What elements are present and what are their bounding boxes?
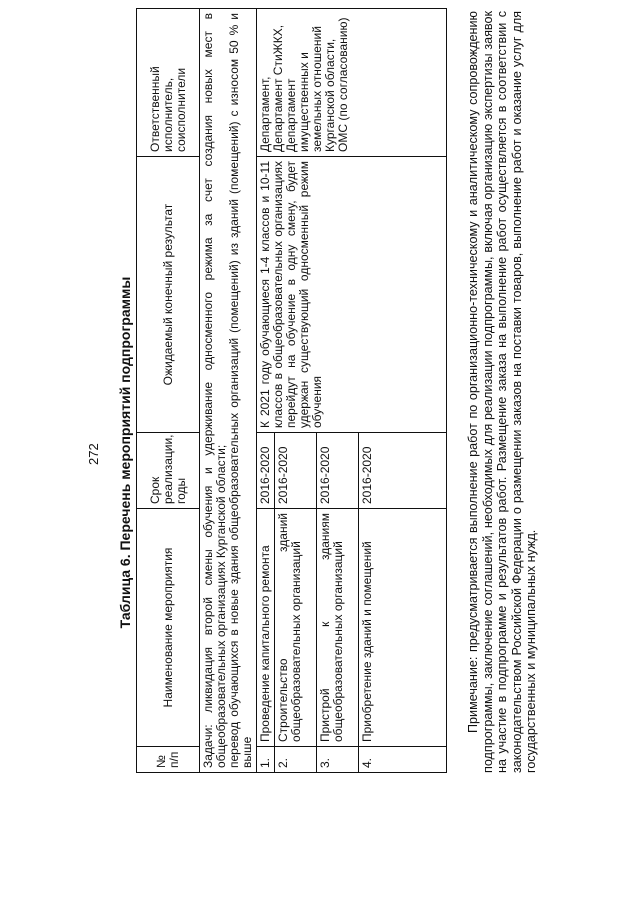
header-term: Срок реализации, годы: [137, 433, 200, 509]
row-num: 2.: [275, 747, 317, 773]
task-cell: [200, 9, 257, 773]
measures-table: [136, 8, 447, 773]
responsible-cell: Департамент, Департамент СтиЖКХ, Департамент имущественных и земельных отношений Курганской области, ОМС (по согласованию): [257, 9, 447, 157]
table-row: [257, 9, 275, 773]
header-result: Ожидаемый конечный результат: [137, 157, 200, 433]
task-line-2: перевод обучающихся в новые здания общеобразовательных организаций (помещений) из зданий (помещений) с износом 50 % и выше: [227, 13, 254, 768]
row-num: 4.: [359, 747, 447, 773]
row-term: 2016-2020: [257, 433, 275, 509]
row-name: Пристрой к зданиям общеобразовательных организаций: [317, 509, 359, 747]
row-term: 2016-2020: [275, 433, 317, 509]
row-term: 2016-2020: [317, 433, 359, 509]
row-name: Строительство зданий общеобразовательных организаций: [275, 509, 317, 747]
header-responsible: Ответственный исполнитель, соисполнители: [137, 9, 200, 157]
row-name: Приобретение зданий и помещений: [359, 509, 447, 747]
row-term: 2016-2020: [359, 433, 447, 509]
page-number: 272: [86, 443, 101, 465]
task-row: [200, 9, 257, 773]
row-num: 3.: [317, 747, 359, 773]
header-row: [137, 9, 200, 773]
row-num: 1.: [257, 747, 275, 773]
header-name: Наименование мероприятия: [137, 509, 200, 747]
task-line-1: Задачи: ликвидация второй смены обучения и удерживание односменного режима за счет создания новых мест в общеобразовательных организациях Курганской области;: [201, 13, 228, 768]
table-title: Таблица 6. Перечень мероприятий подпрограммы: [117, 276, 133, 629]
note-paragraph: Примечание: предусматривается выполнение работ по организационно-техническому и аналитическому сопровождению подпрограммы, заключение соглашений, необходимых для реализации подпрограммы, включая организацию экспертизы заявок на участие в подпрограмме и результатов работ. Размещение заказа на выполнение работ осуществляется в соответствии с законодательством Российской Федерации о размещении заказов на поставки товаров, выполнение работ и оказание услуг для государственных и муниципальных нужд.: [466, 11, 539, 773]
header-num: № п/п: [137, 747, 200, 773]
row-name: Проведение капитального ремонта: [257, 509, 275, 747]
result-cell: К 2021 году обучающиеся 1-4 классов и 10-11 классов в общеобразовательных организациях перейдут на обучение в одну смену, будет удержан существующий односменный режим обучения: [257, 157, 447, 433]
